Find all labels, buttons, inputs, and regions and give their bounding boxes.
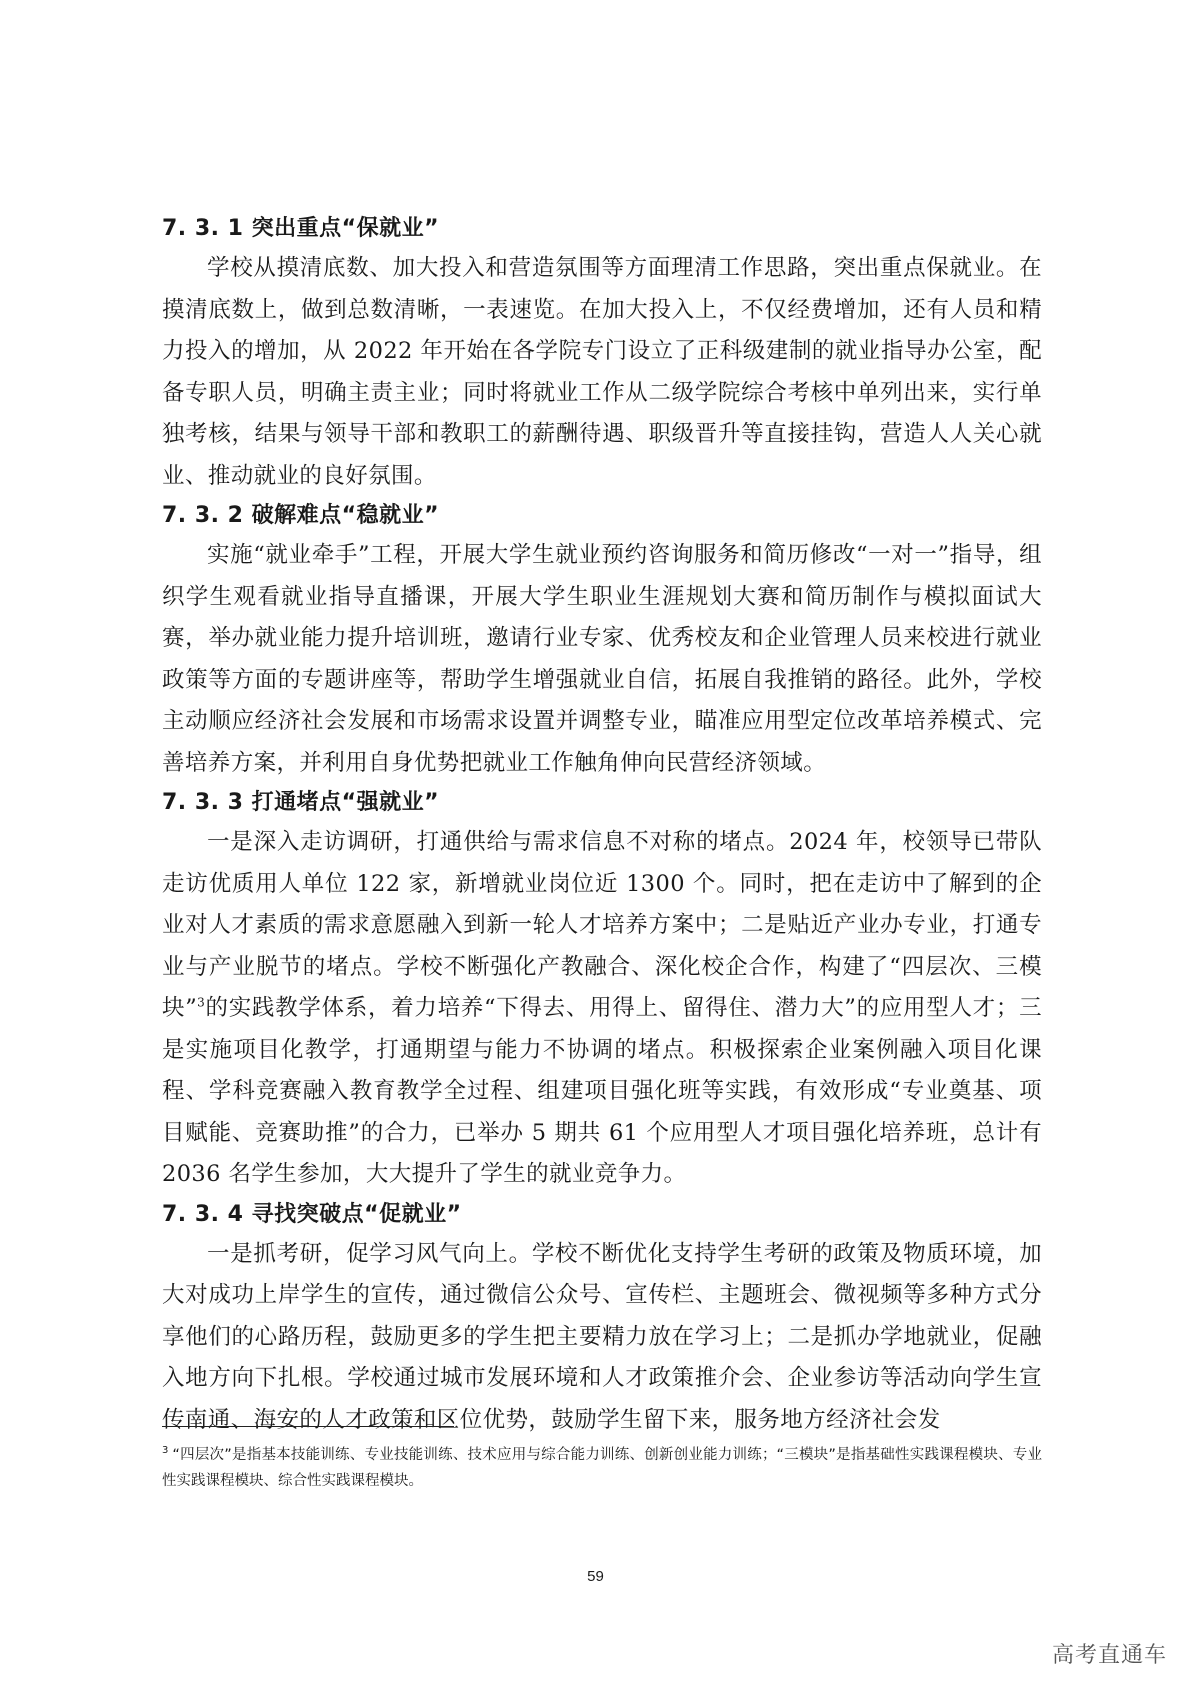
section-paragraph-7-3-3 [162, 822, 1042, 1196]
footnote-text: “四层次”是指基本技能训练、专业技能训练、技术应用与综合能力训练、创新创业能力训练；“三模块”是指基础性实践课程模块、专业性实践课程模块、综合性实践课程模块。 [162, 1447, 1042, 1489]
section-heading-7-3-1: 7. 3. 1 突出重点“保就业” [162, 216, 440, 241]
section-paragraph-7-3-4: 一是抓考研，促学习风气向上。学校不断优化支持学生考研的政策及物质环境，加大对成功上岸学生的宣传，通过微信公众号、宣传栏、主题班会、微视频等多种方式分享他们的心路历程，鼓励更多的学生把主要精力放在学习上；二是抓办学地就业，促融入地方向下扎根。学校通过城市发展环境和人才政策推介会、企业参访等活动向学生宣传南通、海安的人才政策和区位优势，鼓励学生留下来，服务地方经济社会发 [162, 1240, 1042, 1433]
section-heading-7-3-4: 7. 3. 4 寻找突破点“促就业” [162, 1201, 462, 1227]
paragraph-text-before-ref: 一是深入走访调研，打通供给与需求信息不对称的堵点。2024 年，校领导已带队走访优质用人单位 122 家，新增就业岗位近 1300 个。同时，把在走访中了解到的企业对人才素质的需求意愿融入到新一轮人才培养方案中；二是贴近产业办专业，打通专业与产业脱节的堵点。学校不断强化产教融合、深化校企合作，构建了“四层次、三模块” [162, 829, 1042, 1021]
section-heading-7-3-2: 7. 3. 2 破解难点“稳就业” [162, 503, 440, 528]
section-paragraph-7-3-2: 实施“就业牵手”工程，开展大学生就业预约咨询服务和简历修改“一对一”指导，组织学生观看就业指导直播课，开展大学生职业生涯规划大赛和简历制作与模拟面试大赛，举办就业能力提升培训班，邀请行业专家、优秀校友和企业管理人员来校进行就业政策等方面的专题讲座等，帮助学生增强就业自信，拓展自我推销的路径。此外，学校主动顺应经济社会发展和市场需求设置并调整专业，瞄准应用型定位改革培养模式、完善培养方案，并利用自身优势把就业工作触角伸向民营经济领域。 [162, 542, 1042, 776]
footnote [162, 1442, 1042, 1494]
footnote-reference-mark[interactable]: 3 [197, 995, 206, 1010]
page-number: 59 [587, 1568, 604, 1585]
section-paragraph-7-3-1: 学校从摸清底数、加大投入和营造氛围等方面理清工作思路，突出重点保就业。在摸清底数上，做到总数清晰，一表速览。在加大投入上，不仅经费增加，还有人员和精力投入的增加，从 2022 年开始在各学院专门设立了正科级建制的就业指导办公室，配备专职人员，明确主责主业；同时将就业工作从二级学院综合考核中单列出来，实行单独考核，结果与领导干部和教职工的薪酬待遇、职级晋升等直接挂钩，营造人人关心就业、推动就业的良好氛围。 [162, 255, 1042, 489]
body-content [162, 210, 1042, 1441]
footnote-mark: 3 [162, 1445, 169, 1457]
section-heading-7-3-3: 7. 3. 3 打通堵点“强就业” [162, 790, 440, 815]
footnote-divider [162, 1426, 454, 1427]
paragraph-text-after-ref: 的实践教学体系，着力培养“下得去、用得上、留得住、潜力大”的应用型人才；三是实施项目化教学，打通期望与能力不协调的堵点。积极探索企业案例融入项目化课程、学科竞赛融入教育教学全过程、组建项目强化班等实践，有效形成“专业奠基、项目赋能、竞赛助推”的合力，已举办 5 期共 61 个应用型人才项目强化培养班，总计有 2036 名学生参加，大大提升了学生的就业竞争力。 [162, 995, 1042, 1187]
watermark-text: 高考直通车 [1051, 1643, 1167, 1668]
